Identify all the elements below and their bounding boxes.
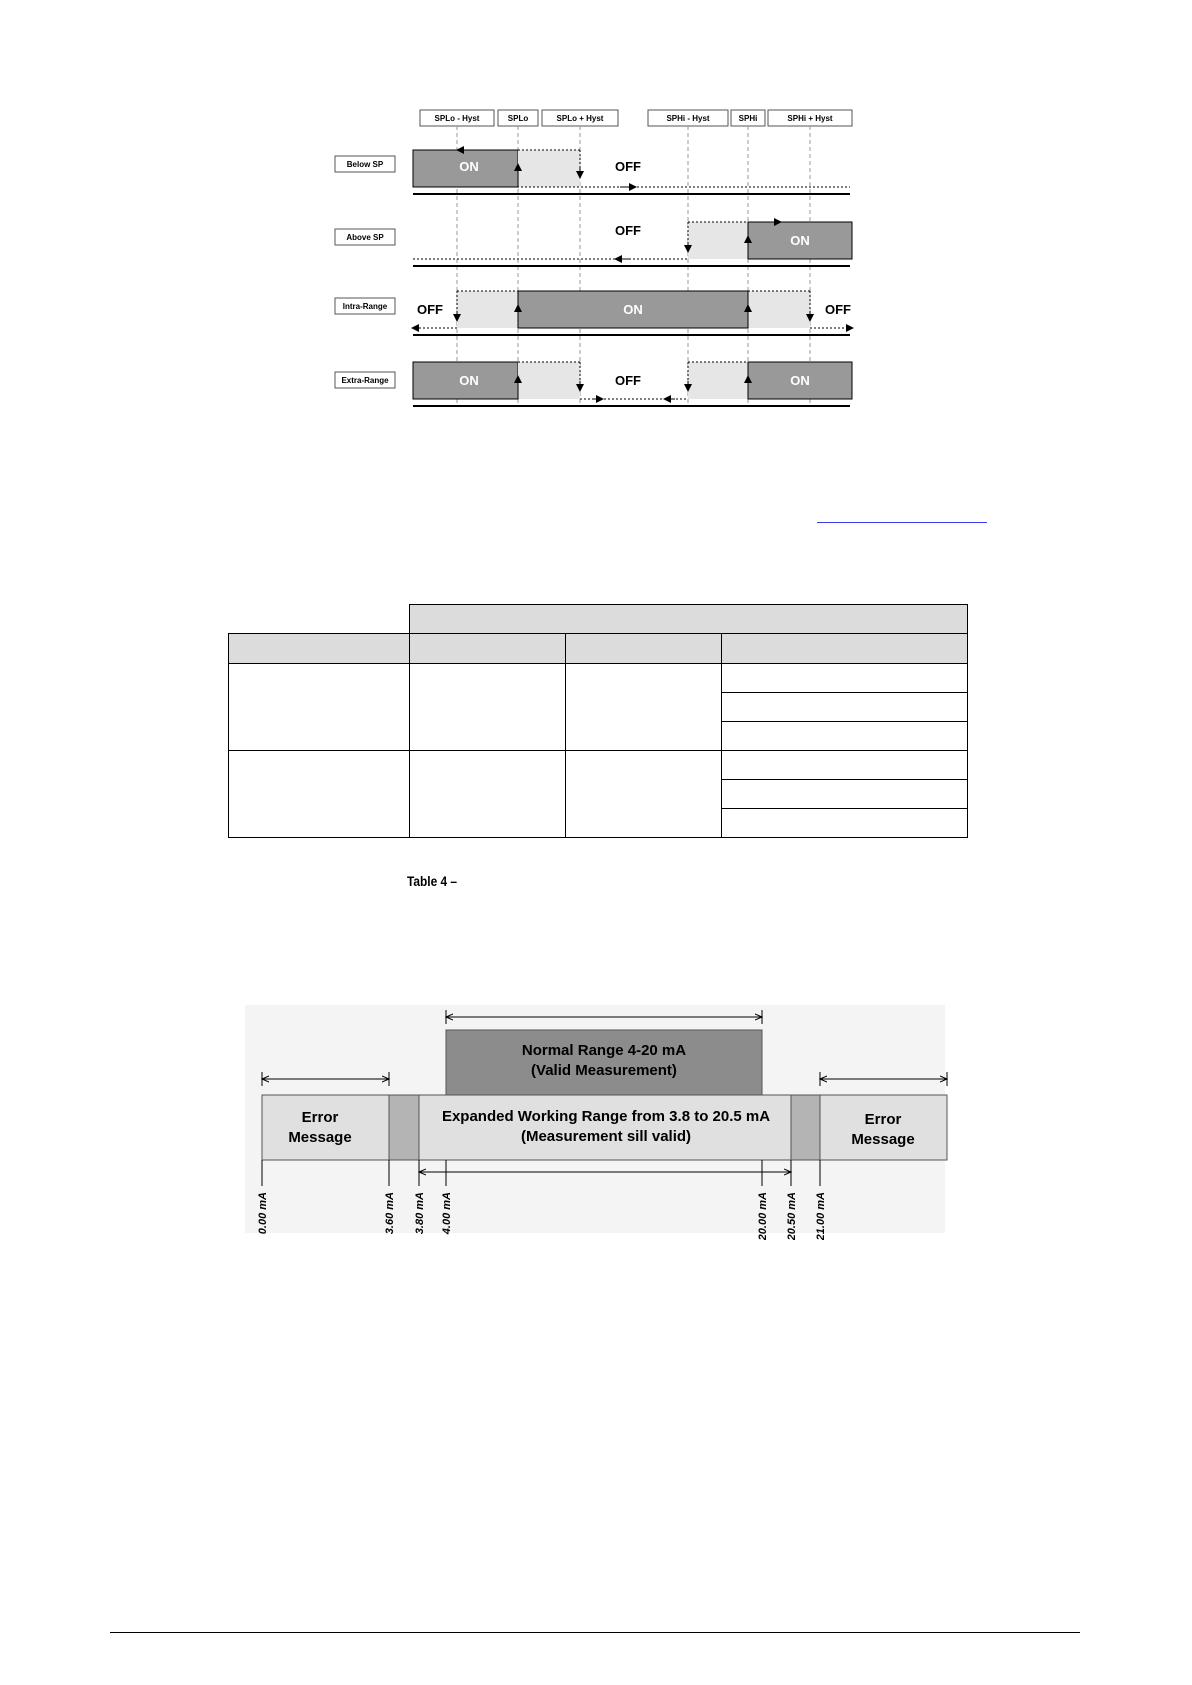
table-cell <box>722 664 968 693</box>
table-cell <box>410 664 566 751</box>
table-header-cell <box>566 634 722 664</box>
setpoint-label: SPHi - Hyst <box>666 114 710 123</box>
setpoint-label: SPLo + Hyst <box>556 114 604 123</box>
switching-diagram <box>330 105 870 420</box>
tick-label: 3.60 mA <box>384 1192 396 1235</box>
tolerance-high-band <box>791 1095 820 1160</box>
footer-rule <box>110 1632 1080 1633</box>
state-on: ON <box>459 373 479 388</box>
table-cell <box>229 664 410 751</box>
tick-label: 20.50 mA <box>786 1192 798 1240</box>
setpoint-labels <box>420 110 852 126</box>
table-cell <box>229 751 410 838</box>
table-cell <box>722 809 968 838</box>
current-range-diagram <box>235 1000 955 1240</box>
setpoint-label: SPLo - Hyst <box>434 114 480 123</box>
table-cell <box>566 664 722 751</box>
table-cell <box>410 751 566 838</box>
mode-labels <box>335 156 395 388</box>
expanded-range-sublabel: (Measurement sill valid) <box>520 1128 692 1145</box>
tick-label: 4.00 mA <box>441 1192 453 1235</box>
setpoint-label: SPHi + Hyst <box>787 114 833 123</box>
table-cell <box>722 722 968 751</box>
table-row <box>229 605 968 634</box>
table-row <box>229 634 968 664</box>
mode-label-intra-range: Intra-Range <box>342 302 388 311</box>
state-off: OFF <box>615 223 641 238</box>
tick-label: 3.80 mA <box>414 1192 426 1235</box>
setpoint-label: SPHi <box>738 114 758 123</box>
mode-label-above-sp: Above SP <box>346 233 384 242</box>
mode-label-extra-range: Extra-Range <box>341 376 389 385</box>
tolerance-low-band <box>389 1095 419 1160</box>
table-header-cell <box>410 634 566 664</box>
table-header-cell <box>410 605 968 634</box>
table-cell <box>229 605 410 634</box>
table-cell <box>722 693 968 722</box>
table-4 <box>228 604 968 838</box>
state-on: ON <box>623 302 643 317</box>
table-header-cell <box>722 634 968 664</box>
table-row <box>229 664 968 693</box>
mode-label-below-sp: Below SP <box>346 160 384 169</box>
error-high-label: Error <box>864 1111 902 1128</box>
tick-label: 21.00 mA <box>815 1192 827 1240</box>
row-extra-range <box>413 362 852 406</box>
normal-range-sublabel: (Valid Measurement) <box>531 1062 677 1079</box>
error-low-block <box>262 1095 389 1160</box>
state-on: ON <box>790 373 810 388</box>
row-intra-range <box>413 291 852 335</box>
state-on: ON <box>790 233 810 248</box>
expanded-range-label: Expanded Working Range from 3.8 to 20.5 mA <box>441 1108 771 1125</box>
error-low-label: Error <box>301 1109 339 1126</box>
table-row <box>229 751 968 780</box>
row-below-sp <box>413 150 850 194</box>
setpoint-label: SPLo <box>507 114 529 123</box>
state-off: OFF <box>417 302 443 317</box>
state-off: OFF <box>615 373 641 388</box>
table-cell <box>566 751 722 838</box>
normal-range-label: Normal Range 4-20 mA <box>521 1042 687 1059</box>
state-on: ON <box>459 159 479 174</box>
error-high-sublabel: Message <box>851 1131 915 1148</box>
error-low-sublabel: Message <box>288 1129 352 1146</box>
tick-label: 20.00 mA <box>757 1192 769 1240</box>
table-cell <box>722 780 968 809</box>
state-off: OFF <box>615 159 641 174</box>
table-caption: Table 4 – <box>407 873 458 889</box>
state-off: OFF <box>825 302 851 317</box>
hyperlink-underline[interactable] <box>817 522 987 523</box>
row-above-sp <box>413 222 852 266</box>
table-header-cell <box>229 634 410 664</box>
tick-label: 0.00 mA <box>257 1192 269 1235</box>
table-cell <box>722 751 968 780</box>
